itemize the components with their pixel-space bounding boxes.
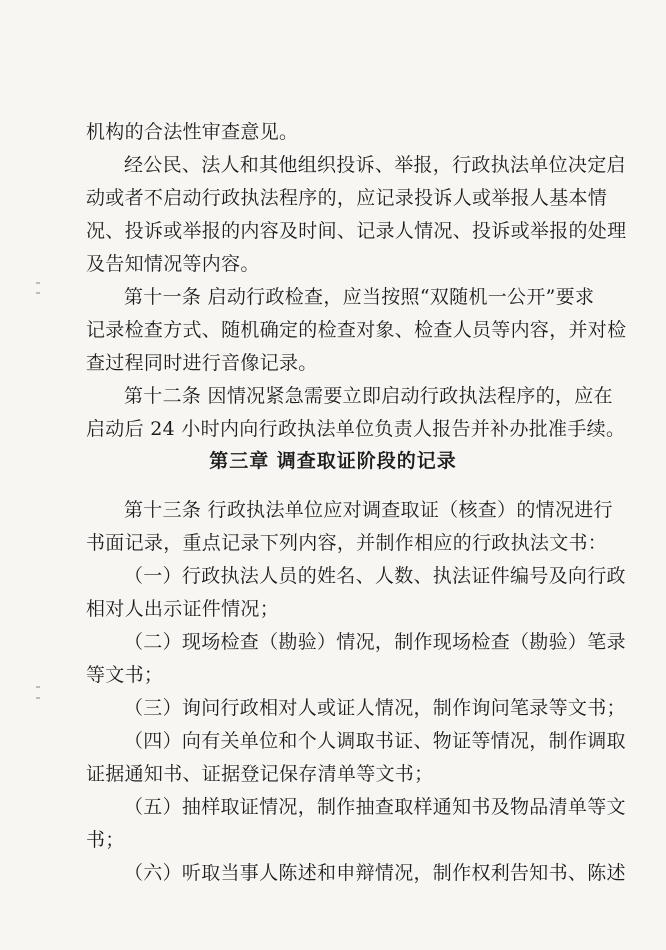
scan-mark: [36, 686, 40, 688]
paragraph-line: 等文书；: [86, 664, 164, 686]
paragraph-line: 书；: [86, 829, 125, 851]
scan-mark: [36, 292, 40, 294]
paragraph-line: 及告知情况等内容。: [86, 253, 260, 275]
paragraph-line: 证据通知书、证据登记保存清单等文书；: [86, 763, 434, 785]
paragraph-line: 相对人出示证件情况；: [86, 598, 280, 620]
paragraph-line: 记录检查方式、随机确定的检查对象、检查人员等内容，并对检: [86, 319, 627, 341]
article-11-line: 第十一条 启动行政检查，应当按照“双随机一公开”要求: [124, 286, 595, 308]
list-item-6: （六）听取当事人陈述和申辩情况，制作权利告知书、陈述: [124, 862, 626, 884]
scan-mark: [36, 697, 40, 699]
paragraph-line: 经公民、法人和其他组织投诉、举报，行政执法单位决定启: [124, 154, 626, 176]
paragraph-line: 况、投诉或举报的内容及时间、记录人情况、投诉或举报的处理: [86, 220, 627, 242]
article-13-line: 第十三条 行政执法单位应对调查取证（核查）的情况进行: [124, 499, 613, 521]
chapter-heading: 第三章 调查取证阶段的记录: [209, 450, 457, 472]
paragraph-line: 启动后 24 小时内向行政执法单位负责人报告并补办批准手续。: [86, 418, 626, 440]
list-item-3: （三）询问行政相对人或证人情况，制作询问笔录等文书；: [124, 697, 626, 719]
list-item-2: （二）现场检查（勘验）情况，制作现场检查（勘验）笔录: [124, 631, 626, 653]
paragraph-line: 动或者不启动行政执法程序的，应记录投诉人或举报人基本情: [86, 187, 608, 209]
paragraph-line: 查过程同时进行音像记录。: [86, 352, 318, 374]
scan-mark: [36, 282, 40, 284]
article-12-line: 第十二条 因情况紧急需要立即启动行政执法程序的，应在: [124, 385, 613, 407]
list-item-5: （五）抽样取证情况，制作抽查取样通知书及物品清单等文: [124, 796, 626, 818]
list-item-1: （一）行政执法人员的姓名、人数、执法证件编号及向行政: [124, 565, 626, 587]
list-item-4: （四）向有关单位和个人调取书证、物证等情况，制作调取: [124, 730, 626, 752]
paragraph-line: 书面记录，重点记录下列内容，并制作相应的行政执法文书：: [86, 532, 608, 554]
paragraph-line: 机构的合法性审查意见。: [86, 121, 299, 143]
